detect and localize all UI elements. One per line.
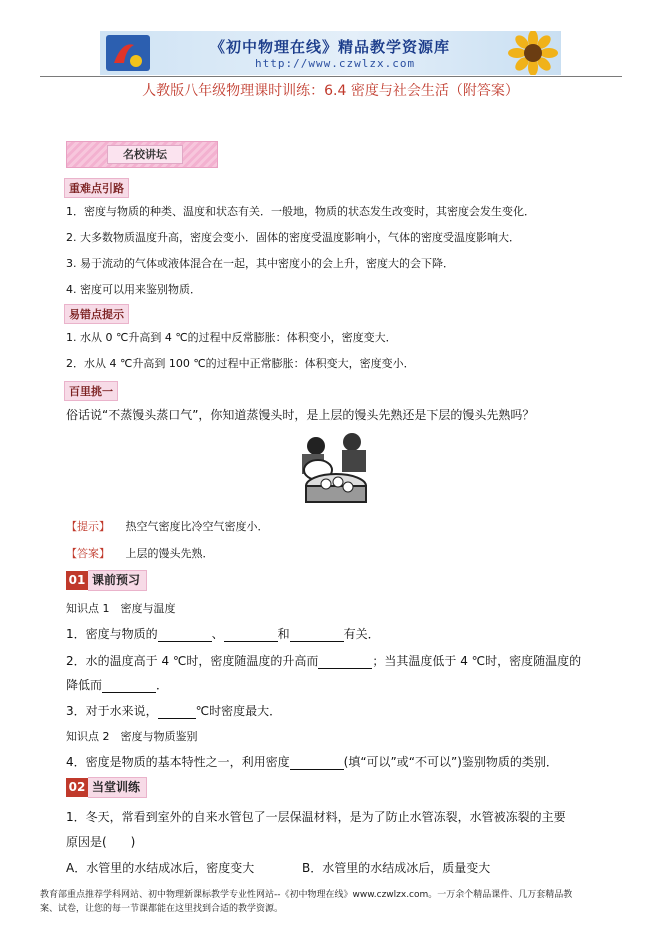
training-question-1: 1．冬天，常看到室外的自来水管包了一层保温材料，是为了防止水管冻裂，水管被冻裂的主要 bbox=[66, 810, 566, 824]
key-point-2: 2. 大多数物质温度升高，密度会变小．固体的密度受温度影响小，气体的密度受温度影响大． bbox=[66, 231, 520, 244]
label-challenge: 百里挑一 bbox=[64, 381, 118, 401]
label-common-mistakes: 易错点提示 bbox=[64, 304, 129, 324]
q2-text-b: ；当其温度低于 4 ℃时，密度随温度的 bbox=[372, 654, 582, 668]
q1-text-b: 、 bbox=[211, 627, 224, 641]
part2-header bbox=[66, 777, 147, 796]
label-key-points: 重难点引路 bbox=[64, 178, 129, 198]
q1-text-c: 和 bbox=[277, 627, 290, 641]
question-2 bbox=[66, 652, 581, 669]
sunflower-icon bbox=[505, 31, 561, 75]
banner-url[interactable]: http://www.czwlzx.com bbox=[255, 57, 416, 70]
q2-text-a: 2．水的温度高于 4 ℃时，密度随温度的升高而 bbox=[66, 654, 319, 668]
answer-line bbox=[66, 545, 214, 561]
q1-text-d: 有关． bbox=[343, 627, 380, 641]
option-a[interactable]: A．水管里的水结成冰后，密度变大 bbox=[66, 861, 255, 875]
q3-text-b: ℃时密度最大． bbox=[195, 704, 282, 718]
site-logo-icon bbox=[106, 35, 150, 71]
footer-line-2: 案、试卷，让您的每一节课都能在这里找到合适的教学资源。 bbox=[40, 904, 284, 914]
part2-title: 当堂训练 bbox=[88, 777, 147, 798]
key-point-4: 4. 密度可以用来鉴别物质． bbox=[66, 283, 201, 296]
q2-text-c: 降低而 bbox=[66, 678, 103, 692]
q1-blank-1[interactable] bbox=[158, 629, 212, 642]
q3-blank-1[interactable] bbox=[158, 706, 196, 719]
part2-number: 02 bbox=[66, 778, 88, 797]
part1-number: 01 bbox=[66, 571, 88, 590]
q4-blank-1[interactable] bbox=[290, 757, 344, 770]
hint-line bbox=[66, 518, 269, 534]
knowledge-point-1: 知识点 1 密度与温度 bbox=[66, 602, 176, 615]
header-banner bbox=[100, 31, 561, 75]
q1-blank-2[interactable] bbox=[224, 629, 278, 642]
training-question-1-cont: 原因是( ) bbox=[66, 835, 136, 849]
banner-title: 《初中物理在线》精品教学资源库 bbox=[210, 38, 451, 56]
challenge-question: 俗话说“不蒸馒头蒸口气”，你知道蒸馒头时，是上层的馒头先熟还是下层的馒头先熟吗？ bbox=[66, 408, 535, 422]
hint-text: 热空气密度比冷空气密度小． bbox=[125, 520, 269, 533]
q1-blank-3[interactable] bbox=[290, 629, 344, 642]
part1-title: 课前预习 bbox=[88, 570, 147, 591]
q3-text-a: 3．对于水来说， bbox=[66, 704, 158, 718]
ribbon-label: 名校讲坛 bbox=[107, 145, 183, 164]
key-point-3: 3. 易于流动的气体或液体混合在一起，其中密度小的会上升，密度大的会下降． bbox=[66, 257, 454, 270]
q1-text-a: 1．密度与物质的 bbox=[66, 627, 158, 641]
q2-blank-1[interactable] bbox=[318, 656, 372, 669]
mistake-1: 1. 水从 0 ℃升高到 4 ℃的过程中反常膨胀：体积变小，密度变大． bbox=[66, 331, 397, 344]
q4-text-a: 4．密度是物质的基本特性之一，利用密度 bbox=[66, 755, 290, 769]
question-3 bbox=[66, 702, 281, 719]
part1-header bbox=[66, 570, 147, 589]
header-divider bbox=[40, 76, 622, 77]
q2-blank-2[interactable] bbox=[102, 680, 156, 693]
hint-tag: 【提示】 bbox=[66, 520, 110, 533]
q4-text-b: (填“可以”或“不可以”)鉴别物质的类别． bbox=[343, 755, 558, 769]
question-4 bbox=[66, 753, 558, 770]
section-ribbon bbox=[66, 141, 218, 168]
document-title: 人教版八年级物理课时训练：6.4 密度与社会生活（附答案） bbox=[142, 83, 519, 99]
q2-text-d: ． bbox=[156, 678, 169, 692]
mistake-2: 2．水从 4 ℃升高到 100 ℃的过程中正常膨胀：体积变大，密度变小． bbox=[66, 357, 415, 370]
knowledge-point-2: 知识点 2 密度与物质鉴别 bbox=[66, 730, 198, 743]
answer-text: 上层的馒头先熟． bbox=[125, 547, 214, 560]
steamer-illustration bbox=[298, 430, 370, 507]
question-1 bbox=[66, 625, 380, 642]
question-2-cont bbox=[66, 676, 168, 693]
key-point-1: 1．密度与物质的种类、温度和状态有关．一般地，物质的状态发生改变时，其密度会发生变化． bbox=[66, 205, 535, 218]
footer-line-1: 教育部重点推荐学科网站、初中物理新课标教学专业性网站--《初中物理在线》www.czwlzx.com。一万余个精品课件、几万套精品教 bbox=[40, 890, 573, 900]
footer-note bbox=[40, 888, 630, 916]
answer-tag: 【答案】 bbox=[66, 547, 110, 560]
option-b[interactable]: B．水管里的水结成冰后，质量变大 bbox=[302, 861, 491, 875]
